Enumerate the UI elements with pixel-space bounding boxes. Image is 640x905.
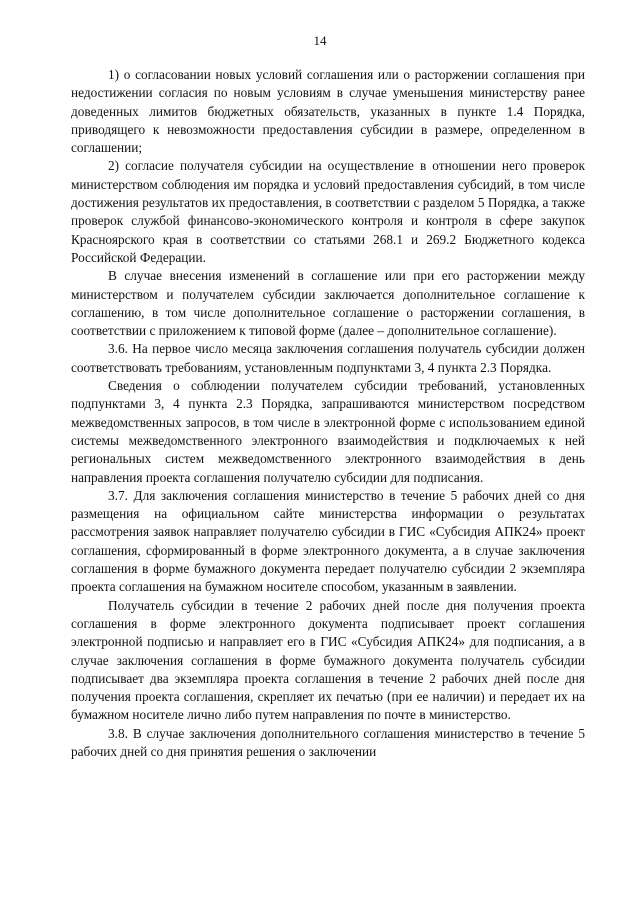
- paragraph-3-7: 3.7. Для заключения соглашения министерство в течение 5 рабочих дней со дня размещения на официальном сайте министерства информации о результатах рассмотрения заявок направляет получателю субсидии в ГИС «Субсидия АПК24» проект соглашения, сформированный в форме электронного документа, а в случае заключения соглашения в форме бумажного документа передает получателю субсидии 2 экземпляра проекта соглашения на бумажном носителе способом, указанным в заявлении.: [71, 487, 585, 595]
- paragraph-compliance-info: Сведения о соблюдении получателем субсидии требований, установленных подпунктами 3, 4 пункта 2.3 Порядка, запрашиваются министерством посредством межведомственных запросов, в том числе в электронной форме с использованием единой системы межведомственного электронного взаимодействия и подключаемых к ней региональных систем межведомственного электронного взаимодействия в день направления проекта соглашения получателю субсидии для подписания.: [71, 378, 585, 485]
- paragraph-item-1-renegotiation: 1) о согласовании новых условий соглашения или о расторжении соглашения при недостижении согласия по новым условиям в случае уменьшения министерству ранее доведенных лимитов бюджетных обязательств, указанных в пункте 1.4 Порядка, приводящего к невозможности предоставления субсидии в размере, определенном в соглашении;: [71, 67, 585, 156]
- paragraph-item-2-consent-inspections: 2) согласие получателя субсидии на осуществление в отношении него проверок министерством соблюдения им порядка и условий предоставления субсидий, в том числе достижения результатов их предоставления, в соответствии с разделом 5 Порядка, а также проверок службой финансово-экономического контроля и контроля в сфере закупок Красноярского края в соответствии со статьями 268.1 и 269.2 Бюджетного кодекса Российской Федерации.: [71, 158, 585, 265]
- paragraph-recipient-signing: Получатель субсидии в течение 2 рабочих дней после дня получения проекта соглашения в форме электронного документа подписывает проект соглашения электронной подписью и направляет его в ГИС «Субсидия АПК24» для подписания, а в случае заключения соглашения в форме бумажного документа получатель субсидии подписывает два экземпляра проекта соглашения в течение 2 рабочих дней после дня получения проекта соглашения, скрепляет их печатью (при ее наличии) и передает их на бумажном носителе лично либо путем направления по почте в министерство.: [71, 597, 585, 723]
- paragraph-3-8: 3.8. В случае заключения дополнительного соглашения министерство в течение 5 рабочих дней со дня принятия решения о заключении: [71, 725, 585, 759]
- paragraph-amendments: В случае внесения изменений в соглашение или при его расторжении между министерством и получателем субсидии заключается дополнительное соглашение к соглашению, в том числе дополнительное соглашение о расторжении соглашения, в соответствии с приложением к типовой форме (далее – дополнительное соглашение).: [71, 268, 585, 339]
- paragraph-3-6: 3.6. На первое число месяца заключения соглашения получатель субсидии должен соответствовать требованиям, установленным подпунктами 3, 4 пункта 2.3 Порядка.: [71, 341, 585, 375]
- document-body: [71, 66, 585, 761]
- page-number: 14: [313, 33, 327, 48]
